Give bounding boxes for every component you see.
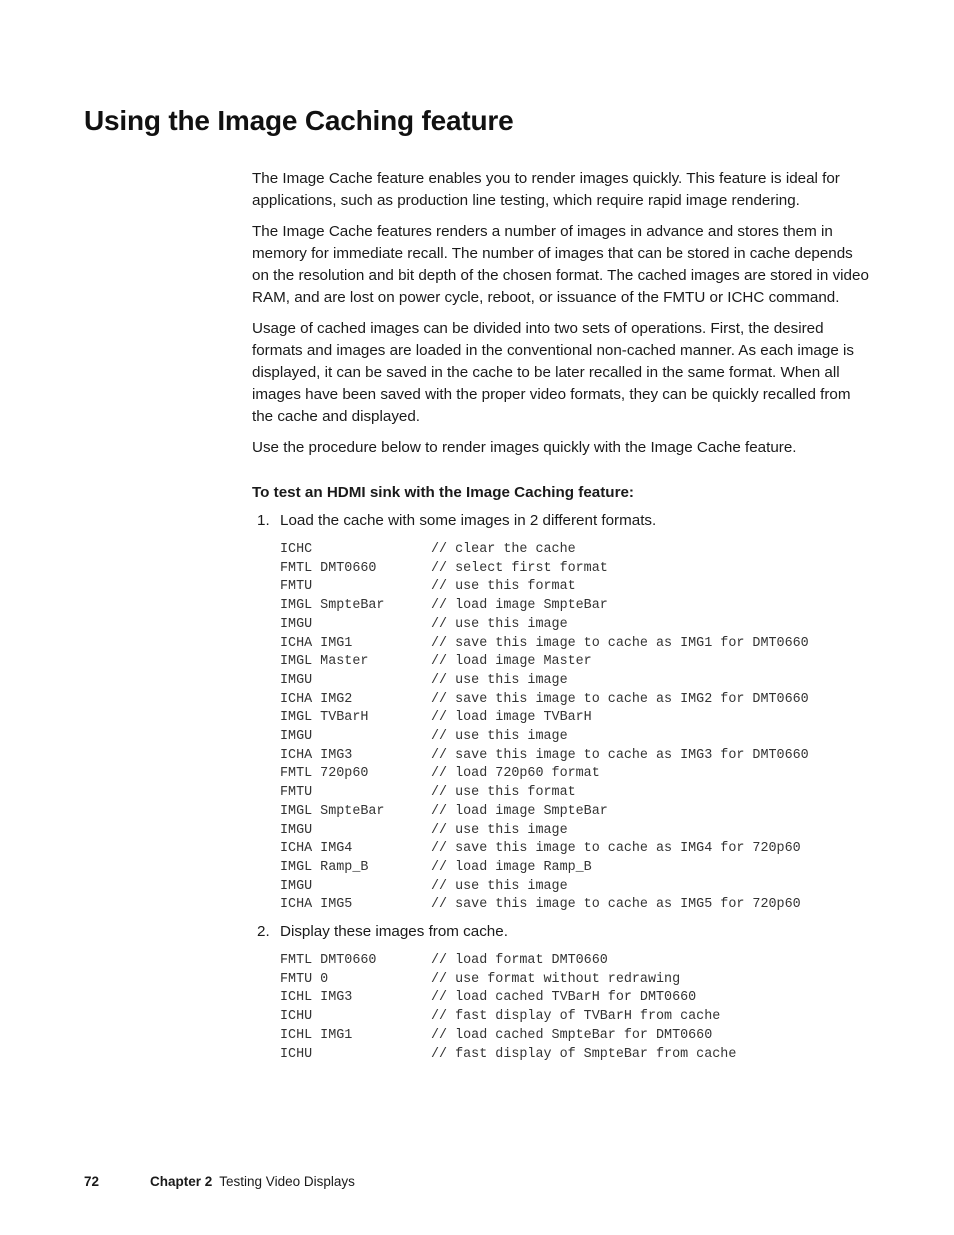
code-line — [280, 878, 872, 897]
code-line — [280, 989, 872, 1008]
step-number: 2. — [257, 923, 270, 941]
code-line — [280, 560, 872, 579]
code-line — [280, 952, 872, 971]
body-paragraph: Usage of cached images can be divided into two sets of operations. First, the desired formats and images are loaded in the conventional non-cached manner. As each image is displayed, it can be saved in the cache to be later recalled in the same format. When all images have been saved with the proper video formats, they can be quickly recalled from the cache and displayed. — [252, 320, 854, 425]
procedure-heading: To test an HDMI sink with the Image Caching feature: — [252, 484, 634, 501]
code-command: IMGL SmpteBar — [280, 598, 385, 614]
chapter-title: Testing Video Displays — [219, 1174, 355, 1189]
code-command: ICHA IMG3 — [280, 747, 353, 763]
code-comment: // fast display of SmpteBar from cache — [431, 1046, 737, 1062]
code-command: IMGU — [280, 616, 313, 632]
code-line — [280, 541, 872, 560]
code-comment: // fast display of TVBarH from cache — [431, 1009, 721, 1025]
chapter-label: Chapter 2 — [150, 1174, 213, 1189]
code-command: IMGL SmpteBar — [280, 803, 385, 819]
step-text: Display these images from cache. — [280, 923, 508, 941]
code-comment: // select first format — [431, 560, 608, 576]
code-command: FMTU — [280, 579, 313, 595]
code-comment: // load format DMT0660 — [431, 953, 608, 969]
procedure-step — [252, 921, 872, 943]
code-comment: // use this image — [431, 616, 568, 632]
code-command: ICHL IMG3 — [280, 990, 353, 1006]
code-line — [280, 672, 872, 691]
code-comment: // use this image — [431, 878, 568, 894]
code-line — [280, 803, 872, 822]
page-title: Using the Image Caching feature — [84, 105, 514, 136]
code-line — [280, 635, 872, 654]
code-command: FMTL DMT0660 — [280, 953, 377, 969]
code-command: ICHA IMG5 — [280, 897, 353, 913]
code-command: ICHA IMG4 — [280, 841, 353, 857]
code-command: FMTU — [280, 785, 313, 801]
code-comment: // use this format — [431, 579, 576, 595]
code-line — [280, 597, 872, 616]
body-paragraph: The Image Cache features renders a number of images in advance and stores them in memory for immediate recall. The number of images that can be stored in cache depends on the resolution and bit depth of the chosen format. The cached images are stored in video RAM, and are lost on power cycle, reboot, or issuance of the FMTU or ICHC command. — [252, 223, 869, 306]
code-command: ICHU — [280, 1009, 313, 1025]
code-comment: // clear the cache — [431, 542, 576, 557]
code-command: IMGU — [280, 672, 313, 688]
code-command: IMGU — [280, 878, 313, 894]
code-comment: // save this image to cache as IMG4 for 720p60 — [431, 841, 801, 857]
code-comment: // save this image to cache as IMG5 for 720p60 — [431, 897, 801, 913]
code-command: IMGL Ramp_B — [280, 859, 369, 875]
code-comment: // use this format — [431, 785, 576, 801]
code-comment: // use this image — [431, 729, 568, 745]
code-line — [280, 765, 872, 784]
code-comment: // load image TVBarH — [431, 710, 592, 726]
code-comment: // save this image to cache as IMG2 for DMT0660 — [431, 691, 809, 707]
code-comment: // load 720p60 format — [431, 766, 600, 782]
code-line — [280, 691, 872, 710]
code-comment: // save this image to cache as IMG3 for DMT0660 — [431, 747, 809, 763]
code-line — [280, 971, 872, 990]
code-comment: // load image Ramp_B — [431, 859, 592, 875]
page-footer — [84, 1172, 355, 1192]
code-comment: // use format without redrawing — [431, 971, 681, 987]
code-line — [280, 1008, 872, 1027]
code-command: FMTL 720p60 — [280, 766, 369, 782]
code-command: ICHC — [280, 542, 313, 557]
code-command: IMGU — [280, 729, 313, 745]
code-line — [280, 822, 872, 841]
code-line — [280, 653, 872, 672]
intro-paragraph: The Image Cache feature enables you to render images quickly. This feature is ideal for applications, such as production line testing, which require rapid image rendering. — [252, 170, 840, 209]
code-command: IMGU — [280, 822, 313, 838]
code-comment: // load image Master — [431, 654, 592, 670]
code-command: FMTU 0 — [280, 971, 329, 987]
code-comment: // use this image — [431, 822, 568, 838]
code-line — [280, 616, 872, 635]
code-command: ICHL IMG1 — [280, 1027, 353, 1043]
code-line — [280, 840, 872, 859]
page-number: 72 — [84, 1174, 100, 1189]
step-number: 1. — [257, 512, 270, 529]
code-line — [280, 1046, 872, 1065]
code-line — [280, 896, 872, 915]
code-line — [280, 728, 872, 747]
code-line — [280, 747, 872, 766]
code-line — [280, 859, 872, 878]
code-command: IMGL Master — [280, 654, 369, 670]
step-text: Load the cache with some images in 2 different formats. — [280, 512, 657, 529]
main-content — [252, 168, 872, 1064]
code-comment: // load cached TVBarH for DMT0660 — [431, 990, 697, 1006]
procedure-step — [252, 510, 872, 532]
code-comment: // save this image to cache as IMG1 for DMT0660 — [431, 635, 809, 651]
code-command: FMTL DMT0660 — [280, 560, 377, 576]
code-comment: // use this image — [431, 672, 568, 688]
code-command: ICHA IMG2 — [280, 691, 353, 707]
code-line — [280, 709, 872, 728]
code-command: IMGL TVBarH — [280, 710, 369, 726]
code-command: ICHU — [280, 1046, 313, 1062]
body-paragraph: Use the procedure below to render images quickly with the Image Cache feature. — [252, 439, 797, 456]
code-comment: // load image SmpteBar — [431, 803, 608, 819]
code-command: ICHA IMG1 — [280, 635, 353, 651]
code-line — [280, 1027, 872, 1046]
code-line — [280, 784, 872, 803]
code-line — [280, 578, 872, 597]
code-block — [280, 541, 872, 915]
code-comment: // load cached SmpteBar for DMT0660 — [431, 1027, 713, 1043]
code-comment: // load image SmpteBar — [431, 598, 608, 614]
code-block — [280, 952, 872, 1064]
